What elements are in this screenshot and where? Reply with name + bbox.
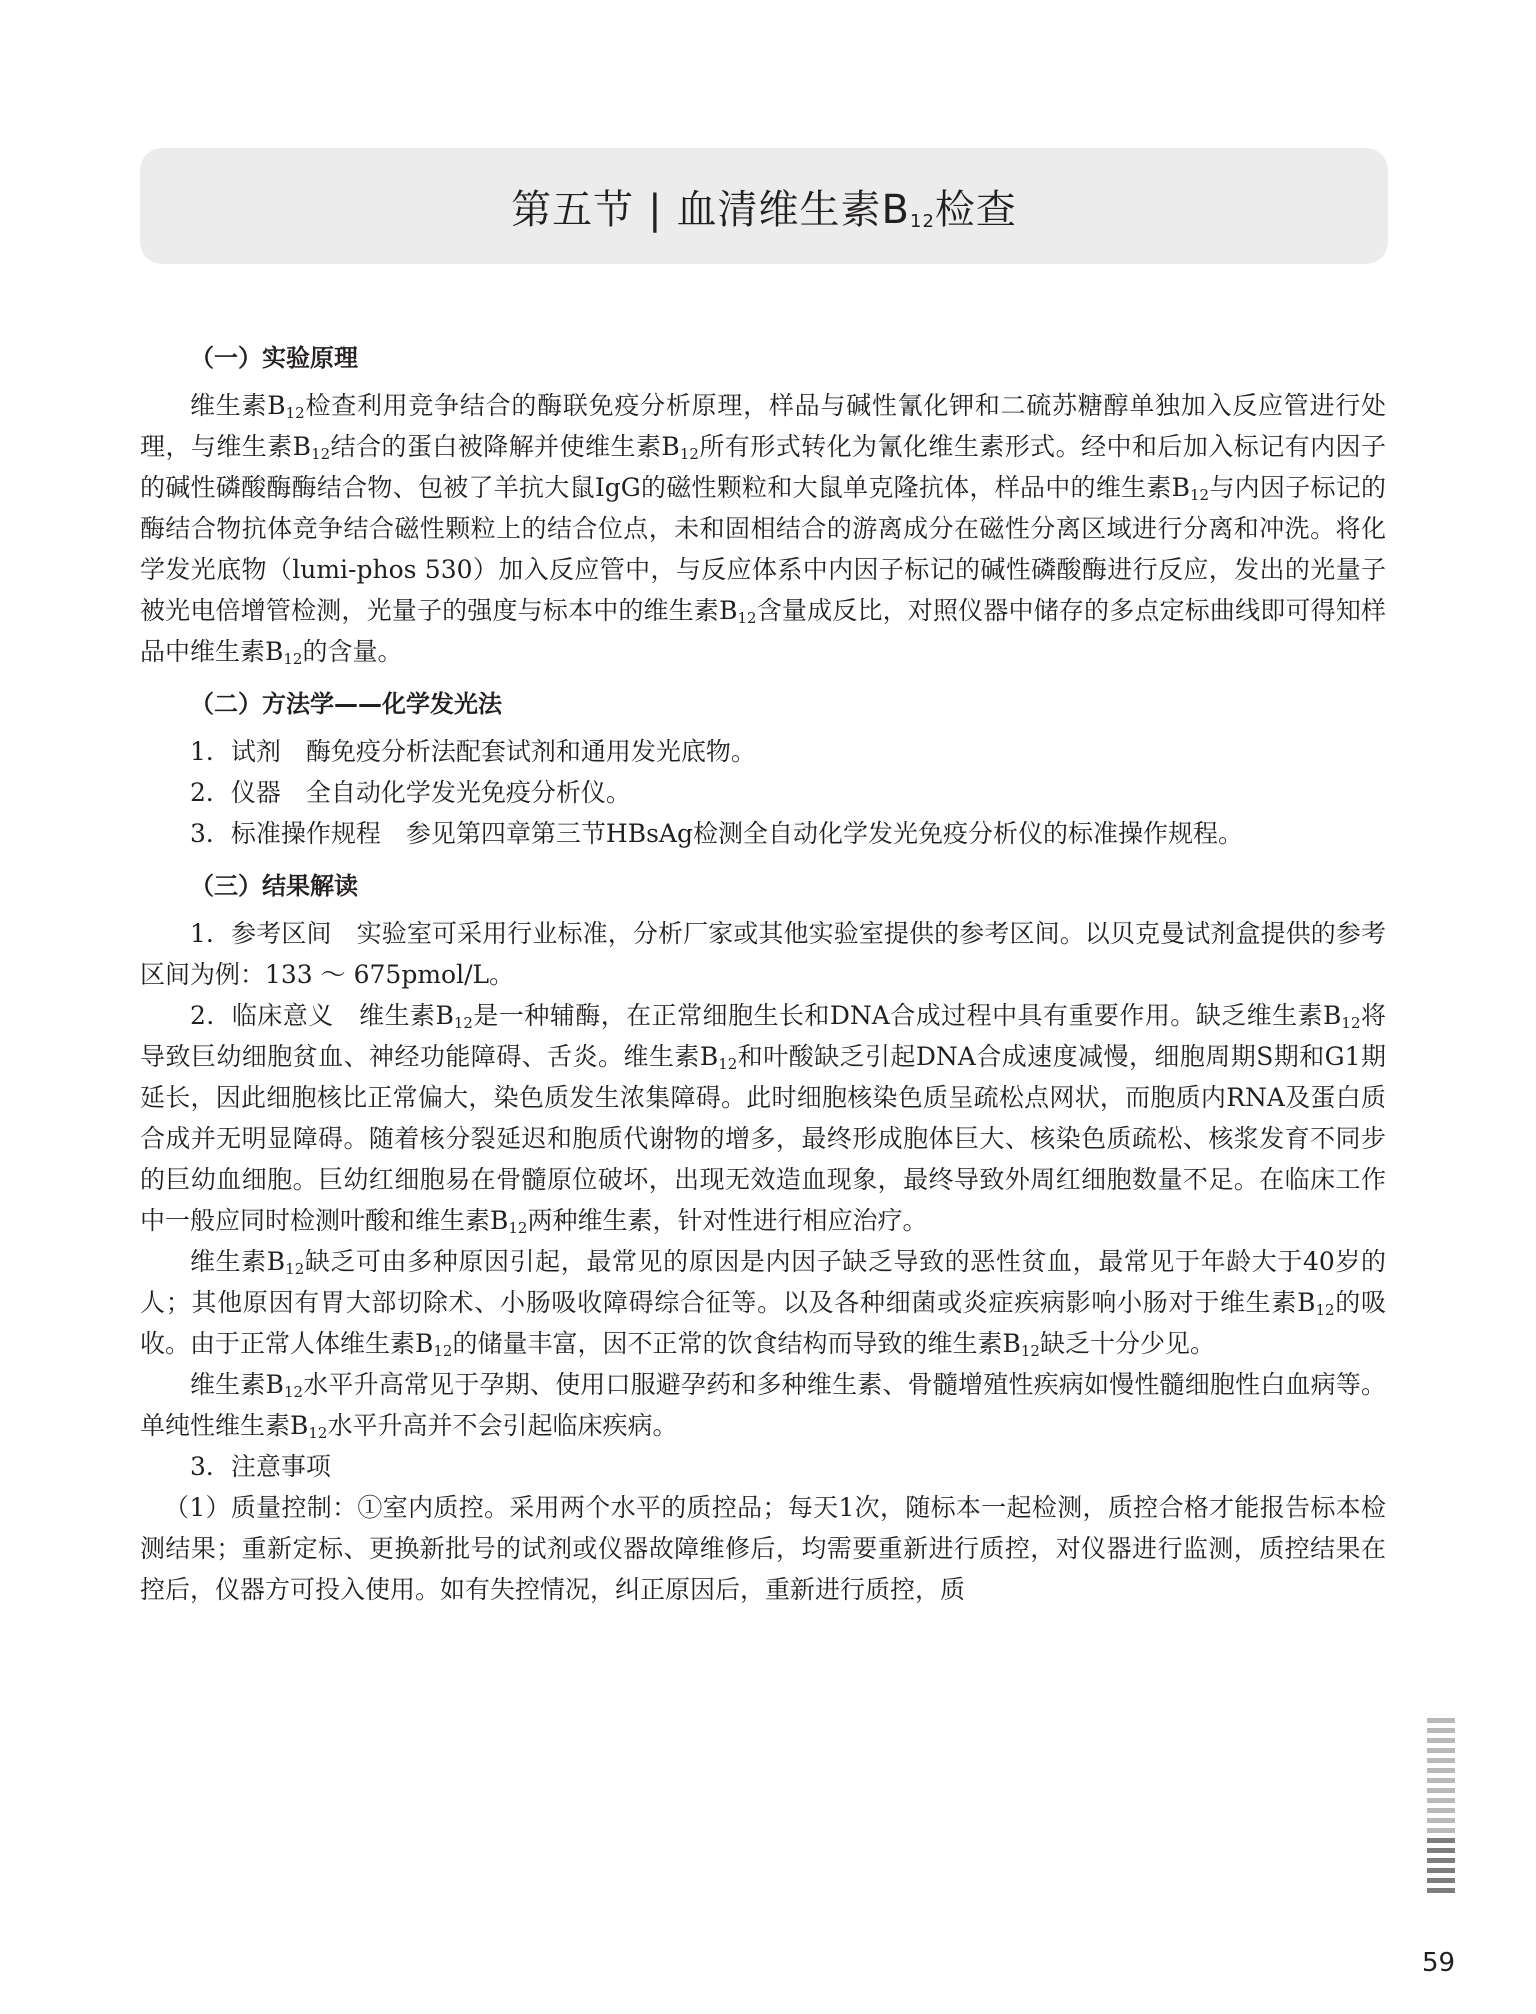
clinical-significance-paragraph: 2．临床意义 维生素$B_{12}$是一种辅酶，在正常细胞生长和DNA合成过程中具有重要作用。缺乏维生素$B_{12}$将导致巨幼细胞贫血、神经功能障碍、舌炎。维生素$B_{12}$和叶酸缺乏引起DNA合成速度减慢，细胞周期S期和G1期延长，因此细胞核比正常偏大，染色质发生浓集障碍。此时细胞核染色质呈疏松点网状，而胞质内RNA及蛋白质合成并无明显障碍。随着核分裂延迟和胞质代谢物的增多，最终形成胞体巨大、核染色质疏松、核浆发育不同步的巨幼血细胞。巨幼红细胞易在骨髓原位破坏，出现无效造血现象，最终导致外周红细胞数量不足。在临床工作中一般应同时检测叶酸和维生素$B_{12}$两种维生素，针对性进行相应治疗。 bbox=[140, 1001, 1386, 1237]
deficiency-paragraph: 维生素$B_{12}$缺乏可由多种原因引起，最常见的原因是内因子缺乏导致的恶性贫血，最常见于年龄大于40岁的人；其他原因有胃大部切除术、小肠吸收障碍综合征等。以及各种细菌或炎症疾病影响小肠对于维生素$B_{12}$的吸收。由于正常人体维生素$B_{12}$的储量丰富，因不正常的饮食结构而导致的维生素$B_{12}$缺乏十分少见。 bbox=[140, 1247, 1386, 1360]
section-label: 第五节 bbox=[511, 186, 635, 233]
title-text: 血清维生素B bbox=[676, 186, 911, 233]
title-separator: | bbox=[648, 186, 663, 233]
page-body bbox=[140, 338, 1386, 1610]
heading-results: （三）结果解读 bbox=[190, 872, 358, 900]
notes-heading: 3．注意事项 bbox=[190, 1452, 331, 1481]
page-edge-marker bbox=[1427, 1718, 1455, 1898]
title-text-end: 检查 bbox=[934, 186, 1017, 233]
principle-paragraph: 维生素$B_{12}$检查利用竞争结合的酶联免疫分析原理，样品与碱性氰化钾和二硫苏糖醇单独加入反应管进行处理，与维生素$B_{12}$结合的蛋白被降解并使维生素$B_{12}$所有形式转化为氰化维生素形式。经中和后加入标记有内因子的碱性磷酸酶酶结合物、包被了羊抗大鼠IgG的磁性颗粒和大鼠单克隆抗体，样品中的维生素$B_{12}$与内因子标记的酶结合物抗体竞争结合磁性颗粒上的结合位点，未和固相结合的游离成分在磁性分离区域进行分离和冲洗。将化学发光底物（lumi-phos 530）加入反应管中，与反应体系中内因子标记的碱性磷酸酶进行反应，发出的光量子被光电倍增管检测，光量子的强度与标本中的维生素$B_{12}$含量成反比，对照仪器中储存的多点定标曲线即可得知样品中维生素$B_{12}$的含量。 bbox=[140, 391, 1387, 668]
heading-method: （二）方法学——化学发光法 bbox=[190, 690, 502, 718]
title-subscript: 12 bbox=[910, 210, 935, 232]
method-item-reagent: 1．试剂 酶免疫分析法配套试剂和通用发光底物。 bbox=[190, 737, 756, 766]
reference-range-paragraph: 1．参考区间 实验室可采用行业标准，分析厂家或其他实验室提供的参考区间。以贝克曼试剂盒提供的参考区间为例：133 ～ 675pmol/L。 bbox=[140, 919, 1386, 989]
page-title bbox=[511, 178, 1017, 235]
section-title-bar bbox=[140, 148, 1388, 264]
method-item-instrument: 2．仪器 全自动化学发光免疫分析仪。 bbox=[190, 778, 631, 807]
quality-control-paragraph: （1）质量控制：①室内质控。采用两个水平的质控品；每天1次，随标本一起检测，质控合格才能报告标本检测结果；重新定标、更换新批号的试剂或仪器故障维修后，均需要重新进行质控，对仪器进行监测，质控结果在控后，仪器方可投入使用。如有失控情况，纠正原因后，重新进行质控，质 bbox=[140, 1493, 1386, 1604]
page-number: 59 bbox=[1422, 1948, 1456, 1978]
elevation-paragraph: 维生素$B_{12}$水平升高常见于孕期、使用口服避孕药和多种维生素、骨髓增殖性疾病如慢性髓细胞性白血病等。单纯性维生素$B_{12}$水平升高并不会引起临床疾病。 bbox=[140, 1370, 1386, 1442]
method-item-sop: 3．标准操作规程 参见第四章第三节HBsAg检测全自动化学发光免疫分析仪的标准操作规程。 bbox=[190, 819, 1243, 848]
heading-principle: （一）实验原理 bbox=[190, 344, 358, 372]
